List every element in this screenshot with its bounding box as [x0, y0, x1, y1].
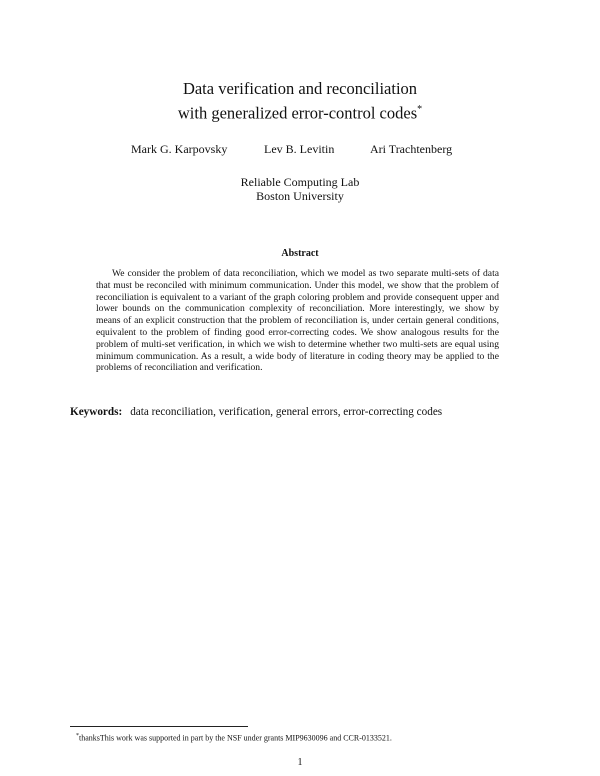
footnote-divider	[70, 726, 248, 727]
author-levitin: Lev B. Levitin	[264, 142, 335, 156]
title-footnote-mark: *	[417, 104, 423, 115]
keywords-label: Keywords:	[70, 406, 123, 418]
footnote-mark: *	[76, 733, 79, 739]
affiliation	[0, 175, 600, 203]
affiliation-lab: Reliable Computing Lab	[240, 175, 360, 189]
paper-title	[0, 78, 600, 124]
footnote-text: thanksThis work was supported in part by the NSF under grants MIP9630096 and CCR-0133521.	[79, 733, 392, 743]
title-line-2-text: with generalized error-control codes	[177, 103, 418, 123]
title-line-1: Data verification and reconciliation	[182, 79, 418, 98]
author-trachtenberg: Ari Trachtenberg	[370, 142, 453, 156]
footnote	[76, 731, 546, 744]
title-line-2	[0, 99, 600, 124]
keywords-text: data reconciliation, verification, general errors, error-correcting codes	[130, 406, 443, 418]
keywords	[70, 406, 540, 418]
affiliation-university: Boston University	[256, 189, 344, 203]
abstract-text: We consider the problem of data reconciliation, which we model as two separate multi-sets of data that must be reconciled with minimum communication. Under this model, we show that the problem of reconciliation is equivalent to a variant of the graph coloring problem and provide consequent upper and lower bounds on the communication complexity of reconciliation. More interestingly, we show by means of an explicit construction that the problem of reconciliation is, under certain general conditions, equivalent to the problem of finding good error-correcting codes. We show analogous results for the problem of multi-set verification, in which we wish to determine whether two multi-sets are equal using minimum communication. As a result, a wide body of literature in coding theory may be applied to the problems of reconciliation and verification.	[96, 268, 499, 374]
abstract-heading: Abstract	[281, 248, 319, 259]
author-karpovsky: Mark G. Karpovsky	[131, 142, 228, 156]
page-number: 1	[297, 757, 303, 768]
